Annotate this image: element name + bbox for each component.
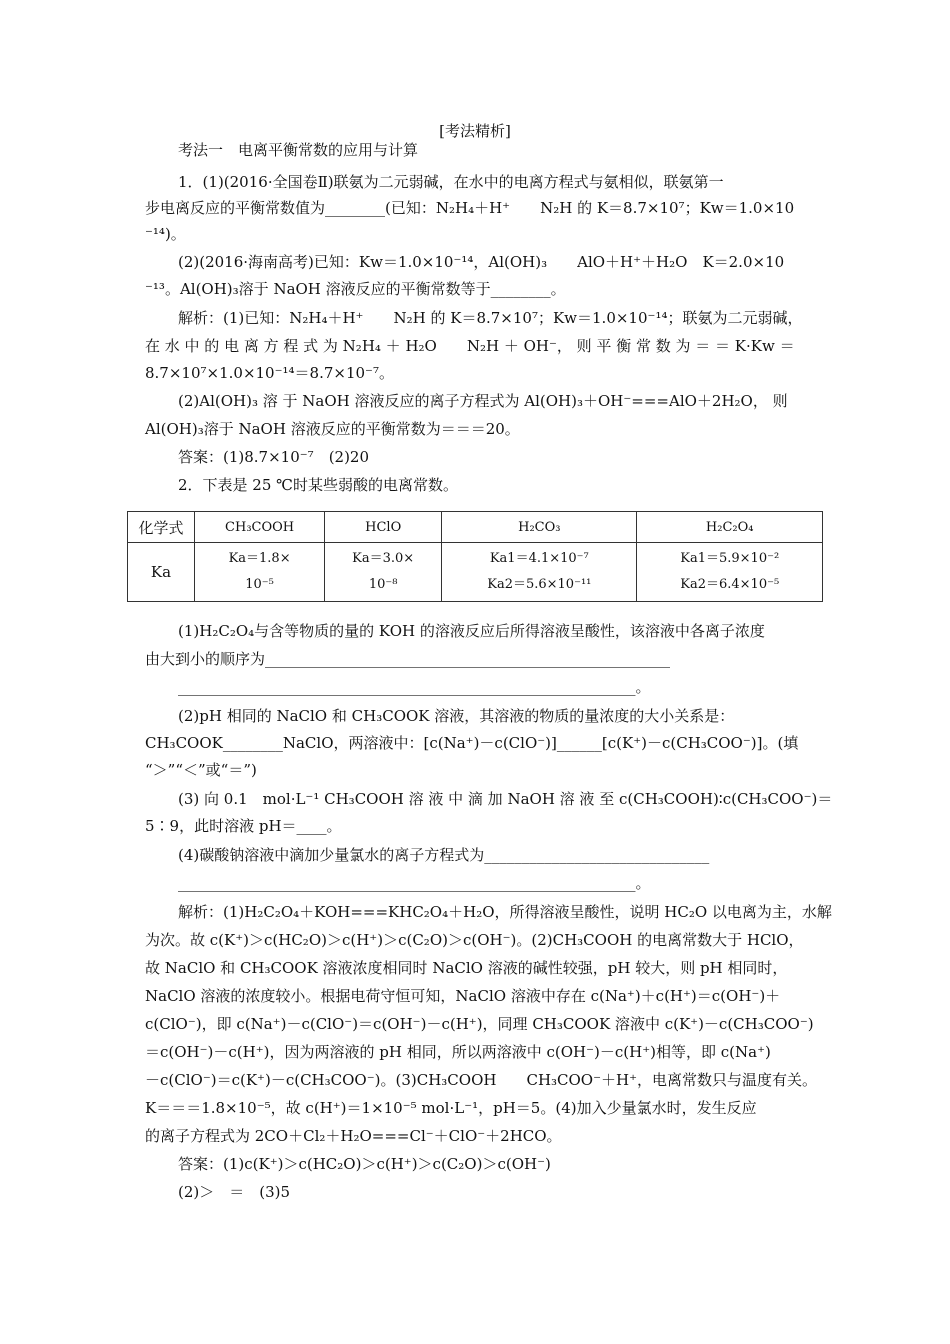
text-line: 步电离反应的平衡常数值为________(已知：N₂H₄＋H⁺ N₂H 的 K＝8.7×10⁷；Kw＝1.0×10 xyxy=(145,199,795,217)
text-line: NaClO 溶液的浓度较小。根据电荷守恒可知，NaClO 溶液中存在 c(Na⁺)＋c(H⁺)＝c(OH⁻)＋ xyxy=(145,987,781,1005)
table-header-cell: HClO xyxy=(325,512,442,543)
table-cell xyxy=(637,543,823,602)
text-line: 的离子方程式为 2CO＋Cl₂＋H₂O===Cl⁻＋ClO⁻＋2HCO。 xyxy=(145,1127,562,1145)
cell-line: Ka2＝5.6×10⁻¹¹ xyxy=(487,577,592,592)
text-line: 为次。故 c(K⁺)＞c(HC₂O)＞c(H⁺)＞c(C₂O)＞c(OH⁻)。(2)CH₃COOH 的电离常数大于 HClO， xyxy=(145,931,804,949)
text-line: －c(ClO⁻)＝c(K⁺)－c(CH₃COO⁻)。(3)CH₃COOH CH₃COO⁻＋H⁺，电离常数只与温度有关。 xyxy=(145,1071,818,1089)
text-line: (2)(2016·海南高考)已知：Kw＝1.0×10⁻¹⁴，Al(OH)₃ AlO＋H⁺＋H₂O K＝2.0×10 xyxy=(178,253,785,271)
text-line: 答案：(1)8.7×10⁻⁷ (2)20 xyxy=(178,448,370,466)
text-line: 在 水 中 的 电 离 方 程 式 为 N₂H₄ ＋ H₂O N₂H ＋ OH⁻， 则 平 衡 常 数 为 ＝ ＝ K·Kw ＝ xyxy=(145,337,795,355)
text-line: (2)pH 相同的 NaClO 和 CH₃COOK 溶液，其溶液的物质的量浓度的大小关系是： xyxy=(178,707,735,725)
text-line: (2)＞ ＝ (3)5 xyxy=(178,1183,291,1201)
text-line: _____________________________________________________________。 xyxy=(178,874,651,892)
cell-line: 10⁻⁵ xyxy=(245,577,274,592)
text-line: 1．(1)(2016·全国卷Ⅱ)联氨为二元弱碱，在水中的电离方程式与氨相似，联氨第一 xyxy=(178,173,724,191)
text-line: 故 NaClO 和 CH₃COOK 溶液浓度相同时 NaClO 溶液的碱性较强，pH 较大，则 pH 相同时， xyxy=(145,959,788,977)
table-header-row xyxy=(128,512,823,543)
text-line: 8.7×10⁷×1.0×10⁻¹⁴＝8.7×10⁻⁷。 xyxy=(145,364,394,382)
ionization-constant-table xyxy=(127,511,823,602)
cell-line: Ka2＝6.4×10⁻⁵ xyxy=(680,577,780,592)
table-cell xyxy=(195,543,325,602)
text-line: 解析：(1)H₂C₂O₄＋KOH===KHC₂O₄＋H₂O，所得溶液呈酸性，说明 HC₂O 以电离为主，水解 xyxy=(178,903,832,921)
text-line: ＝c(OH⁻)－c(H⁺)，因为两溶液的 pH 相同，所以两溶液中 c(OH⁻)－c(H⁺)相等，即 c(Na⁺) xyxy=(145,1043,771,1061)
text-line: CH₃COOK________NaClO，两溶液中：[c(Na⁺)－c(ClO⁻)]______[c(K⁺)－c(CH₃COO⁻)]。(填 xyxy=(145,734,799,752)
text-line: (4)碳酸钠溶液中滴加少量氯水的离子方程式为______________________________ xyxy=(178,846,710,864)
text-line: c(ClO⁻)，即 c(Na⁺)－c(ClO⁻)＝c(OH⁻)－c(H⁺)，同理 CH₃COOK 溶液中 c(K⁺)－c(CH₃COO⁻) xyxy=(145,1015,814,1033)
table-cell xyxy=(325,543,442,602)
table-header-cell: CH₃COOH xyxy=(195,512,325,543)
table-row-label: Ka xyxy=(128,543,195,602)
text-line: 2．下表是 25 ℃时某些弱酸的电离常数。 xyxy=(178,476,458,494)
text-line: 由大到小的顺序为______________________________________________________ xyxy=(145,650,671,668)
text-line: 答案：(1)c(K⁺)＞c(HC₂O)＞c(H⁺)＞c(C₂O)＞c(OH⁻) xyxy=(178,1155,551,1173)
cell-line: Ka＝1.8× xyxy=(228,551,291,566)
text-line: (2)Al(OH)₃ 溶 于 NaOH 溶液反应的离子方程式为 Al(OH)₃＋OH⁻===AlO＋2H₂O， 则 xyxy=(178,392,788,410)
text-line: 解析：(1)已知：N₂H₄＋H⁺ N₂H 的 K＝8.7×10⁷；Kw＝1.0×10⁻¹⁴；联氨为二元弱碱， xyxy=(178,309,803,327)
table-header-cell: 化学式 xyxy=(128,512,195,543)
table-cell xyxy=(442,543,637,602)
text-line: 5∶9，此时溶液 pH＝____。 xyxy=(145,817,342,835)
text-line: Al(OH)₃溶于 NaOH 溶液反应的平衡常数为＝＝＝20。 xyxy=(145,420,520,438)
text-line: 考法一 电离平衡常数的应用与计算 xyxy=(178,141,419,159)
section-header: [考法精析] xyxy=(439,122,511,140)
table-header-cell: H₂C₂O₄ xyxy=(637,512,823,543)
text-line: “＞”“＜”或“＝”) xyxy=(145,761,257,779)
text-line: ⁻¹³。Al(OH)₃溶于 NaOH 溶液反应的平衡常数等于________。 xyxy=(145,280,566,298)
cell-line: Ka＝3.0× xyxy=(352,551,415,566)
cell-line: 10⁻⁸ xyxy=(368,577,398,592)
table-row xyxy=(128,543,823,602)
cell-line: Ka1＝4.1×10⁻⁷ xyxy=(489,551,589,566)
cell-line: Ka1＝5.9×10⁻² xyxy=(680,551,780,566)
text-line: (3) 向 0.1 mol·L⁻¹ CH₃COOH 溶 液 中 滴 加 NaOH 溶 液 至 c(CH₃COOH)∶c(CH₃COO⁻)＝ xyxy=(178,790,833,808)
text-line: K＝＝＝1.8×10⁻⁵，故 c(H⁺)＝1×10⁻⁵ mol·L⁻¹，pH＝5。(4)加入少量氯水时，发生反应 xyxy=(145,1099,757,1117)
text-line: ⁻¹⁴)。 xyxy=(145,225,186,243)
text-line: _____________________________________________________________。 xyxy=(178,678,651,696)
text-line: (1)H₂C₂O₄与含等物质的量的 KOH 的溶液反应后所得溶液呈酸性，该溶液中各离子浓度 xyxy=(178,622,765,640)
table-header-cell: H₂CO₃ xyxy=(442,512,637,543)
